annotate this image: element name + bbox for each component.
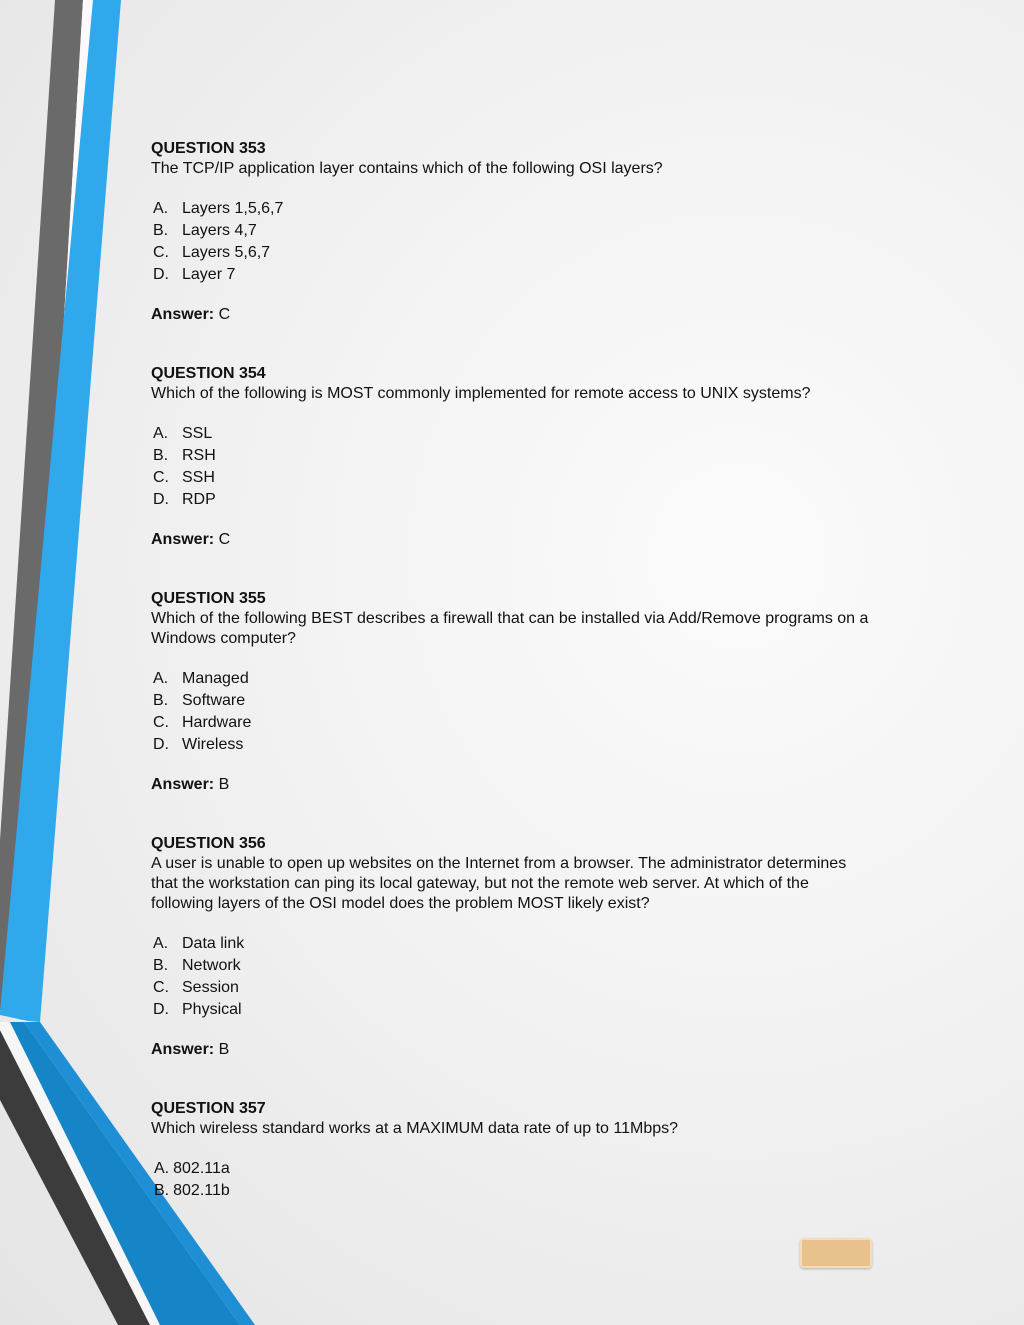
option-text: Layers 1,5,6,7 xyxy=(182,200,284,217)
option-d xyxy=(151,999,871,1021)
option-c xyxy=(151,467,871,489)
question-list xyxy=(151,138,871,1202)
answer-label: Answer: xyxy=(151,1041,215,1058)
option-text: Session xyxy=(182,979,239,996)
option-a xyxy=(151,423,871,445)
option-letter: B. xyxy=(153,447,169,464)
question-text: Which wireless standard works at a MAXIMUM data rate of up to 11Mbps? xyxy=(151,1120,679,1137)
answer-label: Answer: xyxy=(151,776,215,793)
option-text: Network xyxy=(182,957,241,974)
option-d xyxy=(151,489,871,511)
question-title: QUESTION 353 xyxy=(151,140,266,157)
option-a xyxy=(151,198,871,220)
option-text: Managed xyxy=(182,670,249,687)
answer-value: C xyxy=(218,531,231,548)
option-text: Hardware xyxy=(182,714,252,731)
option-b xyxy=(151,690,871,712)
question-title: QUESTION 354 xyxy=(151,365,266,382)
option-letter: A. xyxy=(153,935,169,952)
option-letter: D. xyxy=(153,736,169,753)
option-b xyxy=(151,220,871,242)
answer-value: B xyxy=(218,1041,230,1058)
option-text: Layer 7 xyxy=(182,266,236,283)
question-text: Which of the following is MOST commonly implemented for remote access to UNIX systems? xyxy=(151,385,811,402)
option-list xyxy=(151,1158,871,1202)
option-letter: C. xyxy=(153,714,169,731)
question-text: The TCP/IP application layer contains which of the following OSI layers? xyxy=(151,160,663,177)
option-letter: D. xyxy=(153,491,169,508)
option-text: Physical xyxy=(182,1001,242,1018)
answer-line xyxy=(151,530,871,550)
option-letter: C. xyxy=(153,979,169,996)
option-c xyxy=(151,242,871,264)
option-c xyxy=(151,712,871,734)
option-letter: C. xyxy=(153,244,169,261)
option-letter: A. xyxy=(153,670,169,687)
option-text: Data link xyxy=(182,935,245,952)
option-letter: A. xyxy=(153,425,169,442)
answer-label: Answer: xyxy=(151,306,215,323)
option-list xyxy=(151,423,871,511)
option-text: SSL xyxy=(182,425,213,442)
option-b xyxy=(151,955,871,977)
question-text: A user is unable to open up websites on the Internet from a browser. The administrator determines that the workstation can ping its local gateway, but not the remote web server. At which of the following layers of the OSI model does the problem MOST likely exist? xyxy=(151,855,847,912)
option-text: Software xyxy=(182,692,246,709)
answer-line xyxy=(151,775,871,795)
option-letter: B. xyxy=(153,957,169,974)
question-354 xyxy=(151,363,871,550)
answer-label: Answer: xyxy=(151,531,215,548)
option-letter: B. xyxy=(154,1182,170,1199)
option-text: Layers 5,6,7 xyxy=(182,244,271,261)
option-letter: B. xyxy=(153,692,169,709)
question-title: QUESTION 355 xyxy=(151,590,266,607)
question-text: Which of the following BEST describes a firewall that can be installed via Add/Remove programs on a Windows computer? xyxy=(151,610,869,647)
option-text: SSH xyxy=(182,469,215,486)
page-number-button[interactable] xyxy=(800,1238,872,1268)
question-355 xyxy=(151,588,871,795)
option-letter: A. xyxy=(153,200,169,217)
answer-line xyxy=(151,305,871,325)
option-a xyxy=(151,933,871,955)
option-letter: D. xyxy=(153,1001,169,1018)
option-a xyxy=(151,1158,871,1180)
option-d xyxy=(151,734,871,756)
question-title: QUESTION 356 xyxy=(151,835,266,852)
option-letter: A. xyxy=(154,1160,170,1177)
option-text: RSH xyxy=(182,447,216,464)
question-357 xyxy=(151,1098,871,1202)
option-text: 802.11b xyxy=(173,1182,230,1199)
question-356 xyxy=(151,833,871,1060)
question-title: QUESTION 357 xyxy=(151,1100,266,1117)
option-letter: C. xyxy=(153,469,169,486)
option-d xyxy=(151,264,871,286)
answer-line xyxy=(151,1040,871,1060)
option-text: RDP xyxy=(182,491,216,508)
option-text: Wireless xyxy=(182,736,244,753)
answer-value: B xyxy=(218,776,230,793)
option-letter: D. xyxy=(153,266,169,283)
option-c xyxy=(151,977,871,999)
option-letter: B. xyxy=(153,222,169,239)
option-text: Layers 4,7 xyxy=(182,222,257,239)
answer-value: C xyxy=(218,306,231,323)
option-list xyxy=(151,668,871,756)
option-text: 802.11a xyxy=(173,1160,230,1177)
question-353 xyxy=(151,138,871,325)
option-b xyxy=(151,445,871,467)
option-b xyxy=(151,1180,871,1202)
option-list xyxy=(151,933,871,1021)
option-a xyxy=(151,668,871,690)
option-list xyxy=(151,198,871,286)
